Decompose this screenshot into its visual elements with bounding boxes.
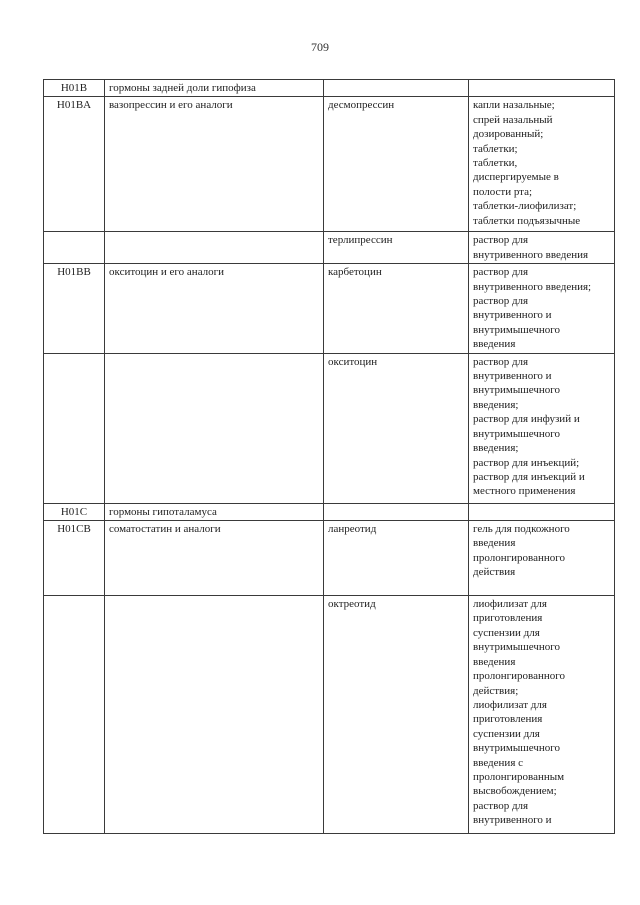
atc-code-cell — [44, 353, 105, 503]
dosage-form-line: внутримышечного — [473, 742, 560, 755]
dosage-form-line: высвобождением; — [473, 785, 557, 798]
dosage-form-line: раствор для — [473, 295, 529, 308]
dosage-form-line: местного применения — [473, 485, 576, 498]
dosage-form-line: таблетки, — [473, 157, 518, 170]
group-name-cell — [105, 596, 324, 834]
dosage-form-line: внутривенного введения; — [473, 280, 592, 293]
group-name-cell: окситоцин и его аналоги — [105, 264, 324, 353]
group-name-cell — [105, 353, 324, 503]
drug-classification-table — [43, 79, 615, 834]
dosage-form-line: введения; — [473, 398, 519, 411]
dosage-form-cell — [469, 264, 615, 353]
substance-cell: терлипрессин — [324, 232, 469, 264]
dosage-form-line: приготовления — [473, 612, 543, 625]
atc-code-cell: H01BB — [44, 264, 105, 353]
table-row — [44, 97, 615, 232]
atc-code-cell — [44, 596, 105, 834]
dosage-form-line: внутримышечного — [473, 641, 560, 654]
table-row — [44, 596, 615, 834]
dosage-form-line: таблетки подъязычные — [473, 214, 581, 227]
substance-cell: окситоцин — [324, 353, 469, 503]
substance-cell: октреотид — [324, 596, 469, 834]
table-row — [44, 232, 615, 264]
dosage-form-line: диспергируемые в — [473, 171, 559, 184]
atc-code-cell: H01BA — [44, 97, 105, 232]
group-name-cell: вазопрессин и его аналоги — [105, 97, 324, 232]
dosage-form-line: внутривенного и — [473, 814, 552, 827]
dosage-form-line: лиофилизат для — [473, 698, 547, 711]
substance-cell: десмопрессин — [324, 97, 469, 232]
dosage-form-line: раствор для инъекций; — [473, 456, 580, 469]
dosage-form-line: введения — [473, 655, 516, 668]
dosage-form-line: суспензии для — [473, 727, 540, 740]
atc-code-cell: H01C — [44, 503, 105, 520]
dosage-form-line: раствор для — [473, 799, 529, 812]
dosage-form-line: действия — [473, 566, 516, 579]
dosage-form-line: гель для подкожного — [473, 523, 570, 536]
dosage-form-cell — [469, 232, 615, 264]
table-row — [44, 353, 615, 503]
dosage-form-line: введения — [473, 537, 516, 550]
dosage-form-line: раствор для инъекций и — [473, 470, 585, 483]
group-name-cell: гормоны гипоталамуса — [105, 503, 324, 520]
dosage-form-line: суспензии для — [473, 626, 540, 639]
dosage-form-cell — [469, 503, 615, 520]
dosage-form-line: введения; — [473, 442, 519, 455]
dosage-form-line: раствор для — [473, 355, 529, 368]
dosage-form-line: раствор для — [473, 266, 529, 279]
dosage-form-line: лиофилизат для — [473, 598, 547, 611]
dosage-form-line: раствор для — [473, 234, 529, 247]
group-name-cell: гормоны задней доли гипофиза — [105, 80, 324, 97]
table-row — [44, 80, 615, 97]
dosage-form-line: пролонгированного — [473, 670, 565, 683]
substance-cell — [324, 503, 469, 520]
dosage-form-line: внутримышечного — [473, 323, 560, 336]
group-name-cell: соматостатин и аналоги — [105, 521, 324, 596]
dosage-form-line: введения — [473, 338, 516, 351]
dosage-form-cell — [469, 353, 615, 503]
dosage-form-line: внутривенного введения — [473, 248, 589, 261]
table-row — [44, 503, 615, 520]
atc-code-cell: H01B — [44, 80, 105, 97]
dosage-form-line: пролонгированного — [473, 551, 565, 564]
dosage-form-line: раствор для инфузий и — [473, 413, 580, 426]
dosage-form-line: спрей назальный — [473, 113, 553, 126]
group-name-cell — [105, 232, 324, 264]
dosage-form-line: внутримышечного — [473, 384, 560, 397]
dosage-form-cell — [469, 97, 615, 232]
dosage-form-line: внутримышечного — [473, 427, 560, 440]
table-row — [44, 264, 615, 353]
dosage-form-line: действия; — [473, 684, 519, 697]
dosage-form-line: таблетки-лиофилизат; — [473, 200, 577, 213]
substance-cell: карбетоцин — [324, 264, 469, 353]
table-row — [44, 521, 615, 596]
dosage-form-line: дозированный; — [473, 128, 544, 141]
atc-code-cell: H01CB — [44, 521, 105, 596]
dosage-form-line: внутривенного и — [473, 309, 552, 322]
page-number: 709 — [311, 40, 329, 54]
dosage-form-line: пролонгированным — [473, 770, 565, 783]
dosage-form-line: введения с — [473, 756, 524, 769]
atc-code-cell — [44, 232, 105, 264]
dosage-form-cell — [469, 80, 615, 97]
dosage-form-line: капли назальные; — [473, 99, 555, 112]
dosage-form-line: полости рта; — [473, 185, 533, 198]
substance-cell — [324, 80, 469, 97]
dosage-form-line: приготовления — [473, 713, 543, 726]
dosage-form-cell — [469, 596, 615, 834]
dosage-form-cell — [469, 521, 615, 596]
substance-cell: ланреотид — [324, 521, 469, 596]
dosage-form-line: таблетки; — [473, 142, 518, 155]
dosage-form-line: внутривенного и — [473, 370, 552, 383]
